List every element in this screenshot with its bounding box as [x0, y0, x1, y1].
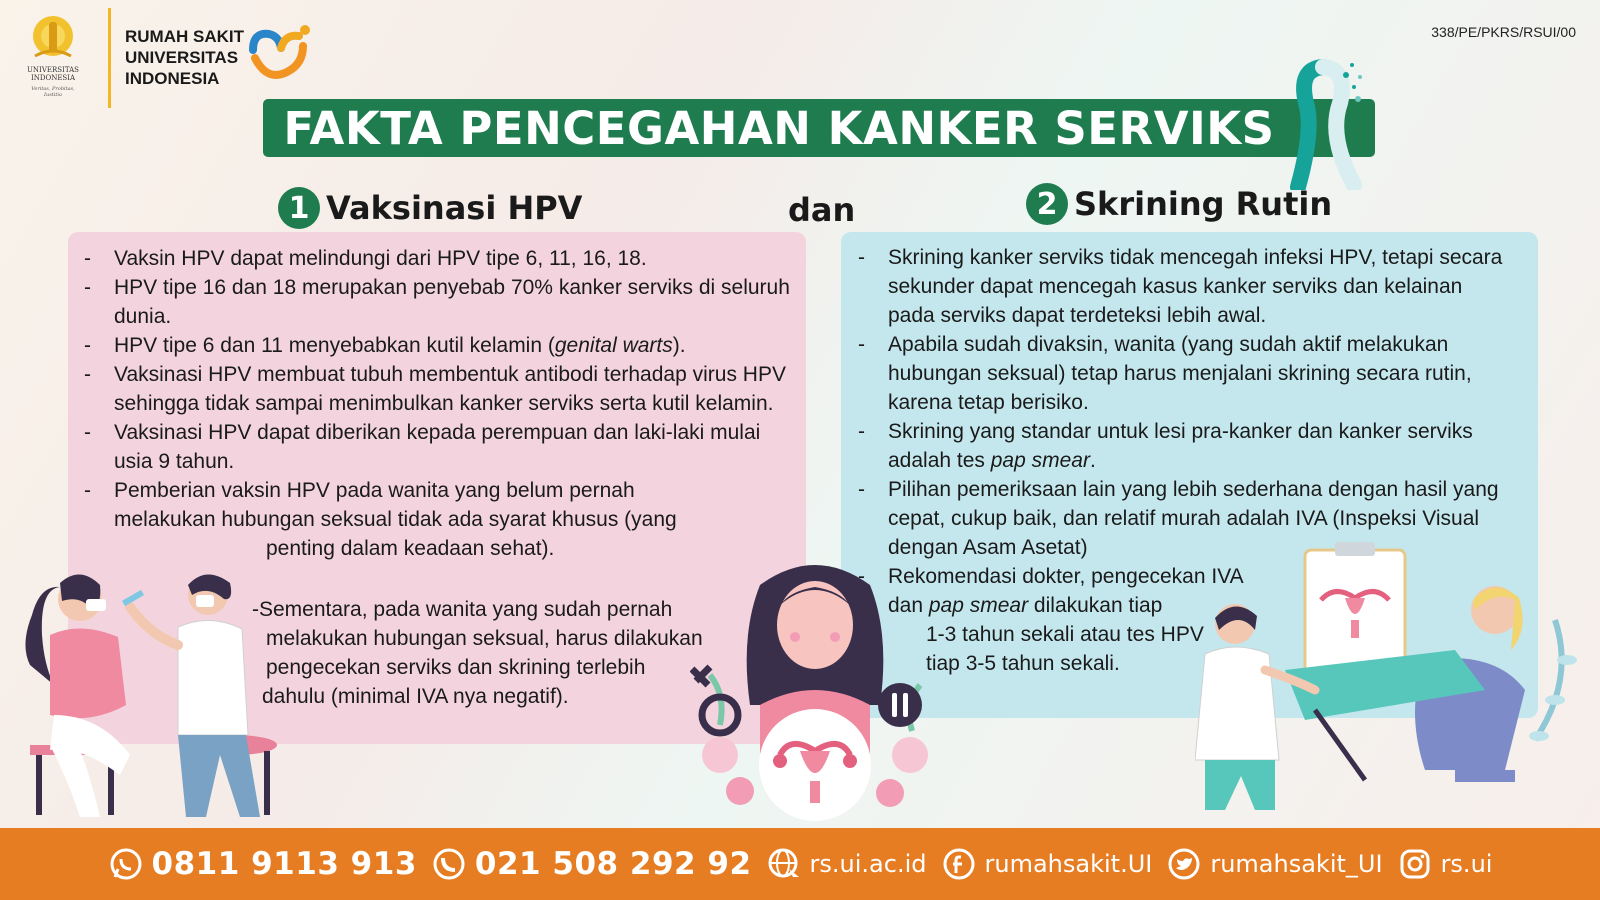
section-title: Vaksinasi HPV [326, 189, 583, 227]
list-item: - Pemberian vaksin HPV pada wanita yang belum pernah melakukan hubungan seksual tidak ada syarat khusus (yang penting dalam keadaan sehat). [84, 476, 796, 563]
phone-contact[interactable] [431, 846, 752, 882]
woman-health-illustration [690, 555, 940, 825]
list-item: - Vaksin HPV dapat melindungi dari HPV tipe 6, 11, 16, 18. [84, 244, 796, 273]
contact-footer [0, 828, 1600, 900]
whatsapp-number: 0811 9113 913 [151, 846, 417, 882]
section-heading-skrining [1026, 183, 1332, 225]
list-item: - Skrining kanker serviks tidak mencegah infeksi HPV, tetapi secara sekunder dapat mencegah kasus kanker serviks dan kelainan pada serviks dapat terdeteksi lebih awal. [858, 243, 1513, 330]
list-item: - Apabila sudah divaksin, wanita (yang sudah aktif melakukan hubungan seksual) tetap harus menjalani skrining secara rutin, karena tetap berisiko. [858, 330, 1513, 417]
list-item: - HPV tipe 16 dan 18 merupakan penyebab 70% kanker serviks di seluruh dunia. [84, 273, 796, 331]
website-link[interactable] [766, 846, 927, 882]
university-motto: Veritas, Probitas, Iustitia [31, 86, 75, 98]
list-item: - Pilihan pemeriksaan lain yang lebih sederhana dengan hasil yang cepat, cukup baik, dan relatif murah adalah IVA (Inspeksi Visual dengan Asam Asetat) [858, 475, 1513, 562]
list-item: - Vaksinasi HPV dapat diberikan kepada perempuan dan laki-laki mulai usia 9 tahun. [84, 418, 796, 476]
facebook-icon [941, 846, 977, 882]
page-title: FAKTA PENCEGAHAN KANKER SERVIKS [283, 101, 1275, 155]
whatsapp-contact[interactable] [108, 846, 417, 882]
rsui-heart-logo-icon [245, 20, 315, 84]
vaksinasi-list [84, 244, 796, 563]
list-item: - Rekomendasi dokter, pengecekan IVA dan pap smear dilakukan tiap 1-3 tahun sekali atau tes HPV tiap 3-5 tahun sekali. [858, 562, 1513, 678]
document-code: 338/PE/PKRS/RSUI/00 [1431, 24, 1576, 40]
website-url: rs.ui.ac.id [809, 850, 927, 878]
vaccination-illustration [10, 555, 280, 825]
conjunction-text: dan [788, 191, 856, 229]
section-title: Skrining Rutin [1074, 185, 1333, 223]
phone-number: 021 508 292 92 [474, 846, 752, 882]
gynecology-exam-illustration [1195, 540, 1595, 830]
facebook-handle: rumahsakit.UI [984, 850, 1153, 878]
extra-bullet: -Sementara, pada wanita yang sudah pernah melakukan hubungan seksual, harus dilakukan pengecekan serviks dan skrining terlebih dahulu (minimal IVA nya negatif). [252, 598, 703, 708]
whatsapp-icon [108, 846, 144, 882]
list-item: - Skrining yang standar untuk lesi pra-kanker dan kanker serviks adalah tes pap smear. [858, 417, 1513, 475]
instagram-link[interactable] [1397, 846, 1493, 882]
twitter-icon [1166, 846, 1202, 882]
hospital-name: RUMAH SAKIT UNIVERSITAS INDONESIA [125, 27, 244, 88]
cancer-ribbon-icon [1268, 55, 1378, 190]
list-item: - Vaksinasi HPV membuat tubuh membentuk antibodi terhadap virus HPV sehingga tidak sampai menimbulkan kanker serviks serta kutil kelamin. [84, 360, 796, 418]
facebook-link[interactable] [941, 846, 1153, 882]
title-banner [263, 99, 1375, 157]
instagram-handle: rs.ui [1440, 850, 1493, 878]
globe-icon [766, 846, 802, 882]
twitter-handle: rumahsakit_UI [1210, 850, 1383, 878]
university-logo [22, 12, 84, 102]
header-divider [108, 8, 111, 108]
section-number-badge: 1 [278, 187, 320, 229]
section-number-badge: 2 [1026, 183, 1068, 225]
instagram-icon [1397, 846, 1433, 882]
ui-makara-logo-icon [27, 12, 79, 64]
list-item: - HPV tipe 6 dan 11 menyebabkan kutil kelamin (genital warts). [84, 331, 796, 360]
phone-icon [431, 846, 467, 882]
section-heading-vaksinasi [278, 187, 582, 229]
university-name: UNIVERSITAS INDONESIA [27, 66, 79, 82]
twitter-link[interactable] [1166, 846, 1382, 882]
